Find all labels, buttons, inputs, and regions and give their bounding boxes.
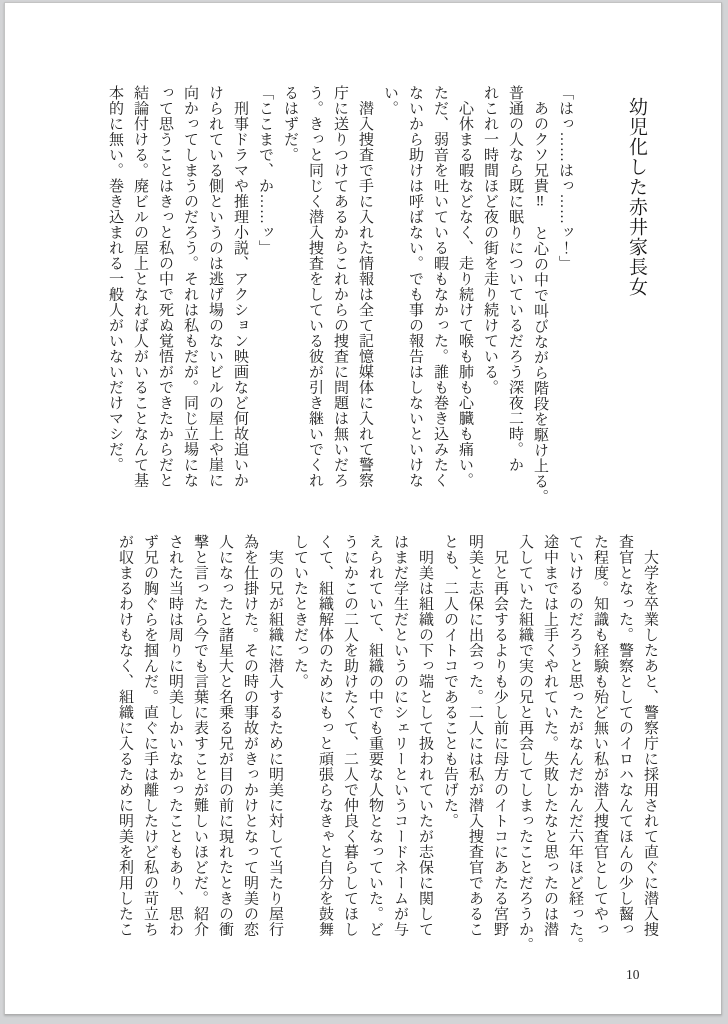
text-line: 実の兄が組織に潜入するために明美に対して当たり屋行 xyxy=(267,534,283,937)
text-line: 大学を卒業したあと、警察庁に採用されて直ぐに潜入捜 xyxy=(642,534,658,937)
text-line: とも、二人のイトコであることも告げた。 xyxy=(442,534,458,829)
text-line: 撃と言ったら今でも言葉に表すことが難しいほどだ。紹介 xyxy=(192,534,208,937)
text-line: が収まるわけもなく、組織に入るために明美を利用したこ xyxy=(117,534,133,937)
text-line: 潜入捜査で手に入れた情報は全て記憶媒体に入れて警察 xyxy=(357,85,373,488)
text-line: 「ここまで、か……ッ」 xyxy=(257,85,273,256)
text-line: 査官となった。警察としてのイロハなんてほんの少し齧っ xyxy=(617,534,633,937)
page-number: 10 xyxy=(626,967,640,982)
text-line: はまだ学生だというのにシェリーというコードネームが与 xyxy=(392,534,408,937)
text-line: あのクソ兄貴‼ と心の中で叫びながら階段を駆け上る。 xyxy=(532,85,548,505)
text-line: ただ、弱音を吐いている暇もなかった。誰も巻き込みたく xyxy=(432,85,448,488)
text-line: 為を仕掛けた。その時の事故がきっかけとなって明美の恋 xyxy=(242,534,258,937)
text-line: けられている側というのは逃げ場のないビルの屋上や崖に xyxy=(207,85,223,488)
text-line: い。 xyxy=(382,85,398,116)
text-line: 普通の人なら既に眠りについているだろう深夜二時。か xyxy=(507,85,523,473)
text-line: う。きっと同じく潜入捜査をしている彼が引き継いでくれ xyxy=(307,85,323,488)
text-line: 向かってしまうのだろう。それは私もだが。同じ立場にな xyxy=(182,85,198,488)
text-line: 途中までは上手くやれていた。失敗したなと思ったのは潜 xyxy=(542,534,558,937)
text-line: ず兄の胸ぐらを掴んだ。直ぐに手は離したけど私の苛立ち xyxy=(142,534,158,937)
text-line: れこれ一時間ほど夜の街を走り続けている。 xyxy=(482,85,498,395)
text-line: 結論付ける。廃ビルの屋上となれば人がいることなんて基 xyxy=(132,85,148,488)
text-line: 刑事ドラマや推理小説、アクション映画など何故追いか xyxy=(232,85,248,488)
text-line: 兄と再会するよりも少し前に母方のイトコにあたる宮野 xyxy=(492,534,508,937)
text-line: 心休まる暇などなく、走り続けて喉も肺も心臓も痛い。 xyxy=(457,85,473,488)
text-line: 「はっ……はっ……ッ！」 xyxy=(557,85,573,271)
text-line: ていけるのだろうと思ったがなんだかんだ六年ほど経った。 xyxy=(567,534,583,953)
text-line: 庁に送りつけてあるからこれからの捜査に問題は無いだろ xyxy=(332,85,348,488)
text-line: るはずだ。 xyxy=(282,85,298,163)
text-line: された当時は周りに明美しかいなかったこともあり、思わ xyxy=(167,534,183,937)
text-line: 明美と志保に出会った。二人には私が潜入捜査官であるこ xyxy=(467,534,483,937)
page-title: 幼児化した赤井家長女 xyxy=(626,97,647,297)
upper-text-block xyxy=(102,85,649,505)
text-line: ないから助けは呼ばない。でも事の報告はしないといけな xyxy=(407,85,423,488)
text-line: うにかこの二人を助けたくて、二人で仲良く暮らしてほし xyxy=(342,534,358,937)
text-line: って思うことはきっと私の中で死ぬ覚悟ができたからだと xyxy=(157,85,173,488)
text-line: 本的に無い。巻き込まれる一般人がいないだけマシだ。 xyxy=(107,85,123,473)
text-line: えられていて、組織の中でも重要な人物となっていた。ど xyxy=(367,534,383,937)
text-line: くて、組織解体のためにもっと頑張らなきゃと自分を鼓舞 xyxy=(317,534,333,937)
text-line: 明美は組織の下っ端として扱われていたが志保に関して xyxy=(417,534,433,937)
text-line: していたときだった。 xyxy=(292,534,308,689)
text-line: 入していた組織で実の兄と再会してしまったことだろうか。 xyxy=(517,534,533,953)
text-line: た程度。知識も経験も殆ど無い私が潜入捜査官としてやっ xyxy=(592,534,608,937)
lower-text-block xyxy=(112,534,662,956)
document-page xyxy=(4,2,722,1015)
text-line: 人になったと諸星大と名乗る兄が目の前に現れたときの衝 xyxy=(217,534,233,937)
